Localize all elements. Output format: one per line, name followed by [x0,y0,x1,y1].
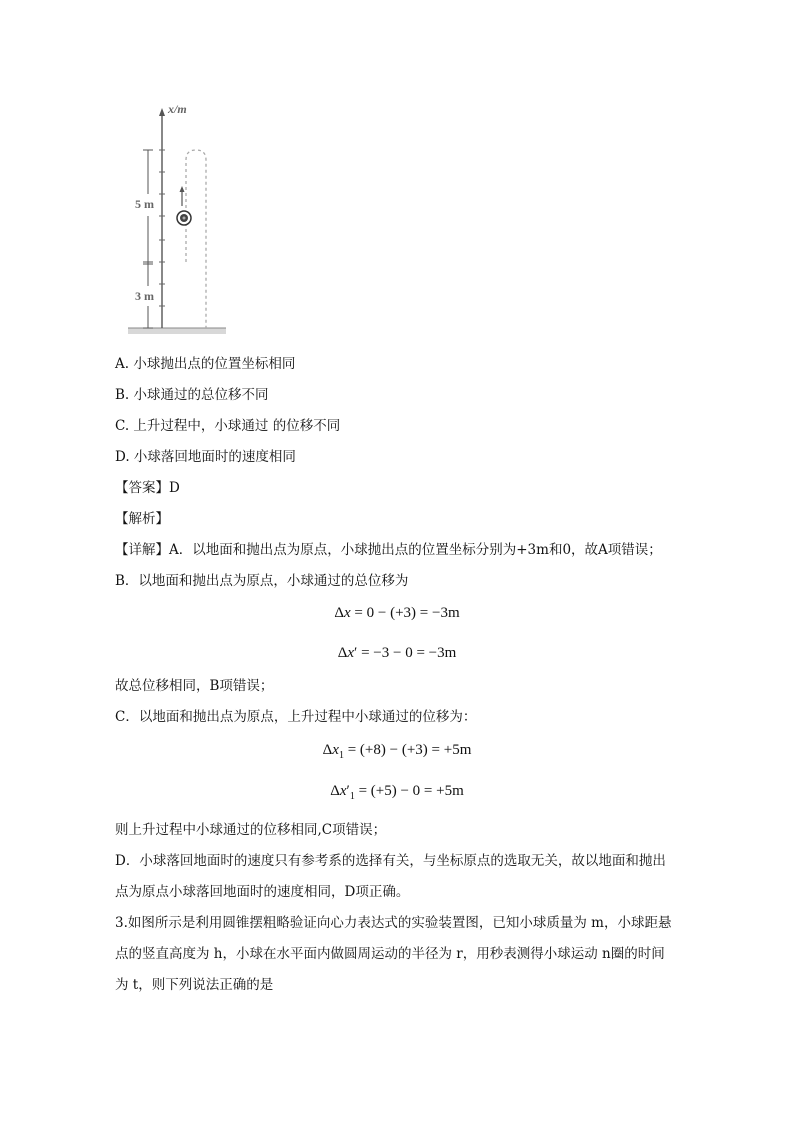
x-axis-arrow [159,108,165,116]
explanation-b-intro: B．以地面和抛出点为原点，小球通过的总位移为 [115,573,409,589]
explanation-a: 【详解】A．以地面和抛出点为原点，小球抛出点的位置坐标分别为+3m和0，故A项错误； [115,542,662,558]
ground-hatch [128,328,226,334]
option-d: D. 小球落回地面时的速度相同 [115,449,296,465]
explanation-c-intro: C．以地面和抛出点为原点，上升过程中小球通过的位移为： [115,709,477,725]
equation-2: Δx′ = −3 − 0 = −3m [337,645,457,661]
explanation-d-line2: 点为原点小球落回地面时的速度相同，D项正确。 [115,884,410,900]
option-b: B. 小球通过的总位移不同 [115,387,269,403]
question-line3: 为 t，则下列说法正确的是 [115,977,274,993]
option-a: A. 小球抛出点的位置坐标相同 [115,356,296,372]
label-3m: 3 m [135,289,154,303]
explanation-d-line1: D．小球落回地面时的速度只有参考系的选择有关，与坐标原点的选取无关，故以地面和抛出 [115,853,666,869]
label-5m: 5 m [135,197,154,211]
explanation-b-conclusion: 故总位移相同，B项错误； [115,678,274,694]
equation-1: Δx = 0 − (+3) = −3m [334,605,460,621]
answer: 【答案】D [115,480,180,496]
equation-3: $\Delta x_1 = (+8) - (+3) = +5m$ [322,742,472,761]
axis-label: x/m [168,102,187,116]
option-c: C. 上升过程中，小球通过 的位移不同 [115,418,341,434]
explanation-c-conclusion: 则上升过程中小球通过的位移相同,C项错误； [115,822,387,838]
velocity-arrowhead [180,186,185,192]
equation-3-rhs: = (+8) − (+3) = +5m [347,742,472,758]
equation-1-rhs: = 0 − (+3) = −3m [354,605,460,621]
equation-4-rhs: = (+5) − 0 = +5m [358,783,464,799]
equation-4: $\Delta x'_1 = (+5) - 0 = +5m$ [330,783,464,802]
motion-diagram [126,98,230,342]
trajectory-path [186,150,206,328]
question-line1: 3.如图所示是利用圆锥摆粗略验证向心力表达式的实验装置图，已知小球质量为 m，小球距悬 [115,915,672,931]
analysis-heading: 【解析】 [115,511,169,527]
question-line2: 点的竖直高度为 h，小球在水平面内做圆周运动的半径为 r，用秒表测得小球运动 n圈的时间 [115,946,665,962]
equation-2-rhs: = −3 − 0 = −3m [361,645,457,661]
